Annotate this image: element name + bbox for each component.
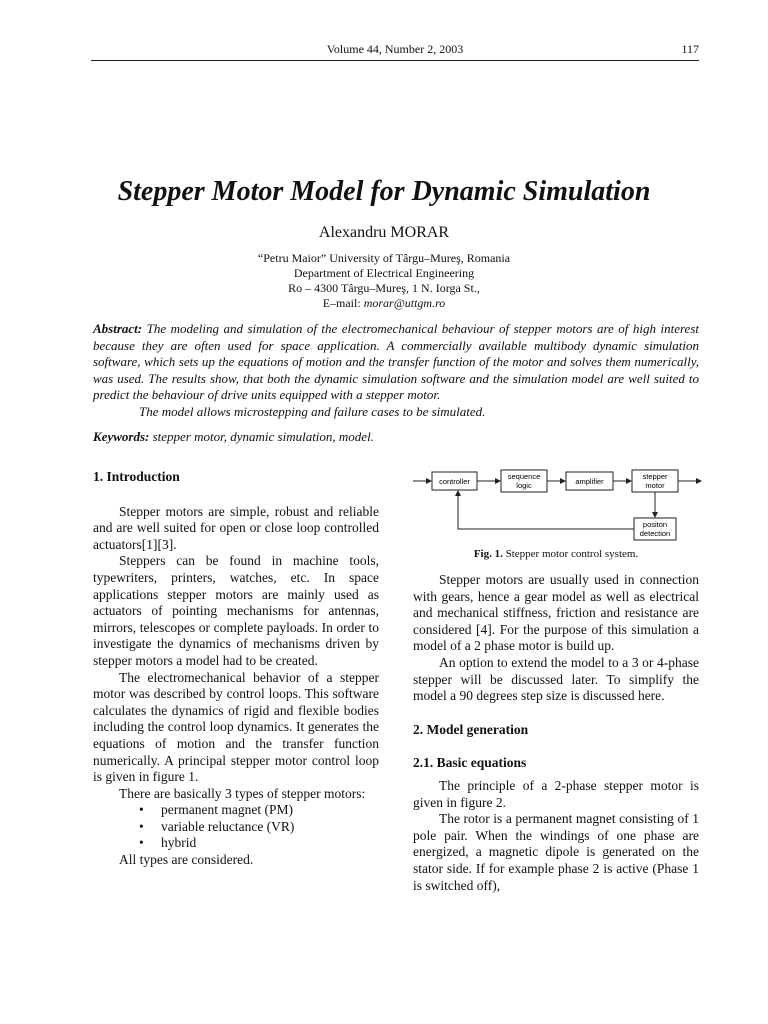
paragraph: The principle of a 2-phase stepper motor is given in figure 2.	[413, 777, 699, 810]
affiliation-line: Ro – 4300 Târgu–Mureş, 1 N. Iorga St.,	[288, 281, 480, 295]
motor-types-list	[93, 802, 379, 852]
affiliation-line: “Petru Maior” University of Târgu–Mureş, Romania	[257, 251, 511, 265]
paragraph: The electromechanical behavior of a stepper motor was described by control loops. This software calculates the dynamics of rigid and flexible bodies including the control loop dynamics. It generates the equations of motion and the transfer function numerically. A principal stepper motor control loop is given in figure 1.	[93, 669, 379, 785]
affiliation-line: Department of Electrical Engineering	[293, 266, 475, 280]
paragraph: The rotor is a permanent magnet consisting of 1 pole pair. When the windings of one phase are energized, a magnetic dipole is generated on the stator side. If for example phase 2 is active (Phase 1 is switched off),	[413, 811, 699, 893]
list-item: • permanent magnet (PM)	[139, 802, 379, 819]
paragraph: There are basically 3 types of stepper motors:	[119, 785, 366, 801]
stepper-motor-label-2: motor	[645, 481, 665, 490]
affiliation	[160, 251, 608, 311]
position-detection-label-1: positon	[642, 520, 668, 529]
stepper-motor-label-1: stepper	[642, 472, 668, 481]
abstract-label: Abstract:	[93, 321, 143, 336]
paper-title: Stepper Motor Model for Dynamic Simulation	[117, 176, 651, 207]
email-line	[160, 296, 608, 311]
column-left	[93, 469, 379, 869]
volume-info: Volume 44, Number 2, 2003	[326, 42, 464, 56]
author-name: Alexandru MORAR	[318, 224, 450, 241]
caption-label: Fig. 1.	[473, 548, 503, 560]
section-heading-model-generation: 2. Model generation	[413, 721, 529, 737]
paragraph: Stepper motors are simple, robust and reliable and are well suited for open or close loop controlled actuators[1][3].	[93, 503, 379, 552]
figure-1-caption	[413, 548, 699, 560]
page-number: 117	[681, 42, 699, 56]
list-item: • hybrid	[139, 835, 379, 852]
email-address[interactable]: morar@uttgm.ro	[363, 296, 446, 310]
abstract	[93, 321, 699, 420]
subsection-heading-basic-equations: 2.1. Basic equations	[413, 755, 527, 771]
section-heading-introduction: 1. Introduction	[93, 469, 180, 484]
abstract-text: The modeling and simulation of the electromechanical behaviour of stepper motors are of high interest because they are often used for space application. A commercially available multibody dynamic simulation software, which sets up the equations of motion and the transfer function of the motor and solves them numerically, was used. The results show, that both the dynamic simulation software and the simulation model are well suited to predict the behaviour of drive units equipped with a stepper motor.	[93, 321, 699, 402]
keywords	[93, 429, 699, 445]
column-right	[413, 572, 699, 894]
caption-text: Stepper motor control system.	[502, 548, 639, 560]
paragraph: Steppers can be found in machine tools, typewriters, printers, watches, etc. In space applications stepper motors are mainly used as actuators of pointing mechanisms for antennas, mirrors, telescopes or complete payloads. In order to investigate the dynamics of mechanisms driven by stepper motors a model had to be created.	[93, 553, 379, 668]
email-label: E–mail:	[322, 296, 364, 310]
position-detection-label-2: detection	[639, 529, 671, 538]
sequence-logic-label-1: sequence	[507, 472, 541, 481]
amplifier-label: amplifier	[575, 477, 604, 486]
figure-1-diagram	[413, 465, 703, 543]
sequence-logic-label-2: logic	[516, 481, 532, 490]
page-header	[91, 42, 699, 61]
abstract-text-2: The model allows microstepping and failure cases to be simulated.	[139, 403, 486, 419]
paragraph: An option to extend the model to a 3 or 4-phase stepper will be discussed later. To simplify the model a 90 degrees step size is discussed here.	[413, 654, 699, 704]
keywords-text: stepper motor, dynamic simulation, model.	[152, 429, 374, 444]
controller-label: controller	[439, 477, 470, 486]
list-item: • variable reluctance (VR)	[139, 819, 379, 836]
keywords-label: Keywords:	[93, 429, 150, 444]
paragraph: All types are considered.	[119, 852, 254, 868]
paragraph: Stepper motors are usually used in connection with gears, hence a gear model as well as electrical and mechanical stiffness, friction and resistance are considered [4]. For the purpose of this simulation a model of a 2 phase motor is build up.	[413, 572, 699, 654]
